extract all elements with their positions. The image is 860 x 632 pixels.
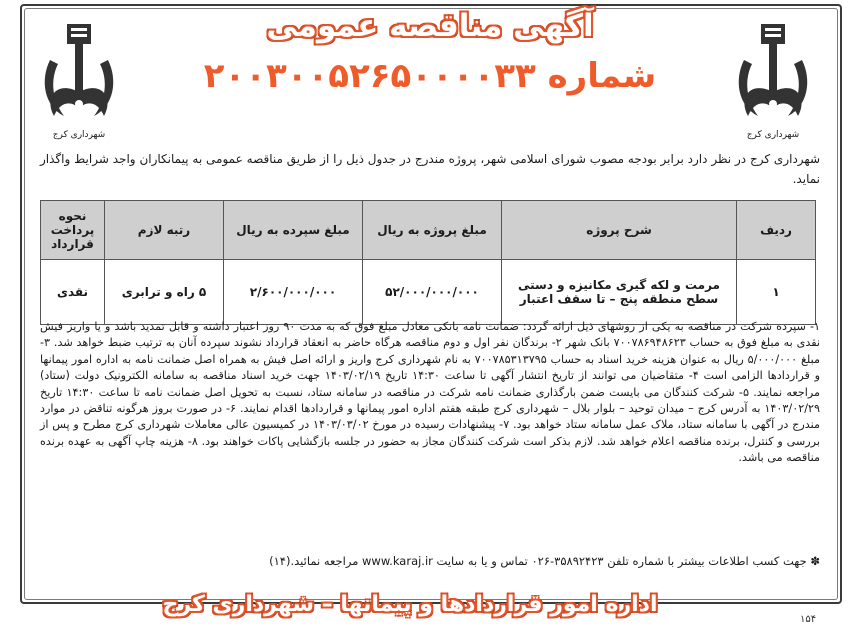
- tender-number: شماره ۲۰۰۳۰۰۵۲۶۵۰۰۰۰۳۳: [203, 56, 657, 96]
- footer-banner: [150, 590, 670, 626]
- intro-paragraph: شهرداری کرج در نظر دارد برابر بودجه مصوب شورای اسلامی شهر، پروژه مندرج در جدول ذیل را از طریق مناقصه عمومی به پیمانکاران واجد شرایط واگذار نماید.: [40, 152, 820, 186]
- footer-text: اداره امور قراردادها و پیمانها – شهرداری کرج: [162, 592, 658, 617]
- cell-payment-method: نقدی: [41, 260, 105, 325]
- header-required-rank: رتبه لازم: [105, 201, 224, 260]
- logo-caption: شهرداری کرج: [746, 130, 800, 140]
- tender-conditions: ۱- سپرده شرکت در مناقصه به یکی از روشهای ذیل ارائه گردد: ضمانت نامه بانکی معادل مبلغ فوق که به مدت ۹۰ روز اعتبار داشته و قابل تمدید باشد و یا واریز فیش نقدی به مبلغ فوق به حساب ۷۰۰۷۸۶۹۴۸۶۲۳ بانک شهر ۲- برندگان نفر اول و دوم مناقصه هرگاه حاضر به انعقاد قرارداد نشوند سپرده آنان به ترتیب ضبط خواهد شد. ۳- مبلغ ۵/۰۰۰/۰۰۰ ریال به عنوان هزینه خرید اسناد به حساب ۷۰۰۷۸۵۳۱۳۷۹۵ به نام شهرداری کرج واریز و ارائه اصل فیش به همراه اصل ضمانت نامه به اداره امور پیمانها و قراردادها الزامی است ۴- متقاضیان می توانند از تاریخ انتشار آگهی تا ساعت ۱۴:۳۰ تاریخ ۱۴۰۳/۰۲/۱۹ جهت خرید اسناد مناقصه به سامانه الکترونیک دولت (ستاد) مراجعه نمایند. ۵- شرکت کنندگان می بایست ضمن بارگذاری ضمانت نامه شرکت در مناقصه در سامانه ستاد، نسبت به تحویل اصل ضمانت نامه تا ساعت ۱۴:۳۰ تاریخ ۱۴۰۳/۰۲/۲۹ به آدرس کرج – میدان توحید – بلوار بلال – شهرداری کرج طبقه هفتم اداره امور پیمانها و قراردادها اقدام نمایند. ۶- در صورت بروز هرگونه تناقض در موارد مندرج در آگهی با سامانه ستاد، ملاک عمل سامانه ستاد خواهد بود. ۷- پیشنهادات رسیده در مورخ ۱۴۰۳/۰۳/۰۲ در کمیسیون عالی معاملات شهرداری کرج مطرح و پس از بررسی و کنترل، برنده مناقصه اعلام خواهد شد. لازم بذکر است شرکت کنندگان مجاز به حضور در جلسه بازگشایی پاکات خواهند بود. ۸- هزینه چاپ آگهی به عهده برنده مناقصه می باشد.: [40, 320, 821, 465]
- cell-project-amount: ۵۲/۰۰۰/۰۰۰/۰۰۰: [363, 260, 502, 325]
- cell-deposit-amount: ۲/۶۰۰/۰۰۰/۰۰۰: [224, 260, 363, 325]
- karaj-municipality-logo-right: [730, 20, 816, 140]
- cell-row-number: ۱: [737, 260, 816, 325]
- tender-table: [40, 200, 816, 325]
- contact-info: ✽ جهت کسب اطلاعات بیشتر با شماره تلفن ۳۵۸۹۲۴۲۳-۰۲۶ تماس و یا به سایت www.karaj.ir مراجعه نمائید.(۱۴): [269, 554, 820, 568]
- karaj-municipality-logo-left: [36, 20, 122, 140]
- title-banner: [180, 8, 680, 96]
- page-number: ۱۵۴: [800, 614, 817, 625]
- header-payment-method: نحوه پرداخت قرارداد: [41, 201, 105, 260]
- cell-project-description: مرمت و لکه گیری مکانیزه و دستی سطح منطقه پنج – تا سقف اعتبار: [502, 260, 737, 325]
- header-project-description: شرح پروژه: [502, 201, 737, 260]
- table-row: [41, 260, 816, 325]
- header-deposit-amount: مبلغ سپرده به ریال: [224, 201, 363, 260]
- header-row-number: ردیف: [737, 201, 816, 260]
- header-project-amount: مبلغ پروژه به ریال: [363, 201, 502, 260]
- logo-caption: شهرداری کرج: [52, 130, 106, 140]
- cell-required-rank: ۵ راه و ترابری: [105, 260, 224, 325]
- page-title: آگهی مناقصه عمومی: [266, 8, 594, 44]
- table-header-row: [41, 201, 816, 260]
